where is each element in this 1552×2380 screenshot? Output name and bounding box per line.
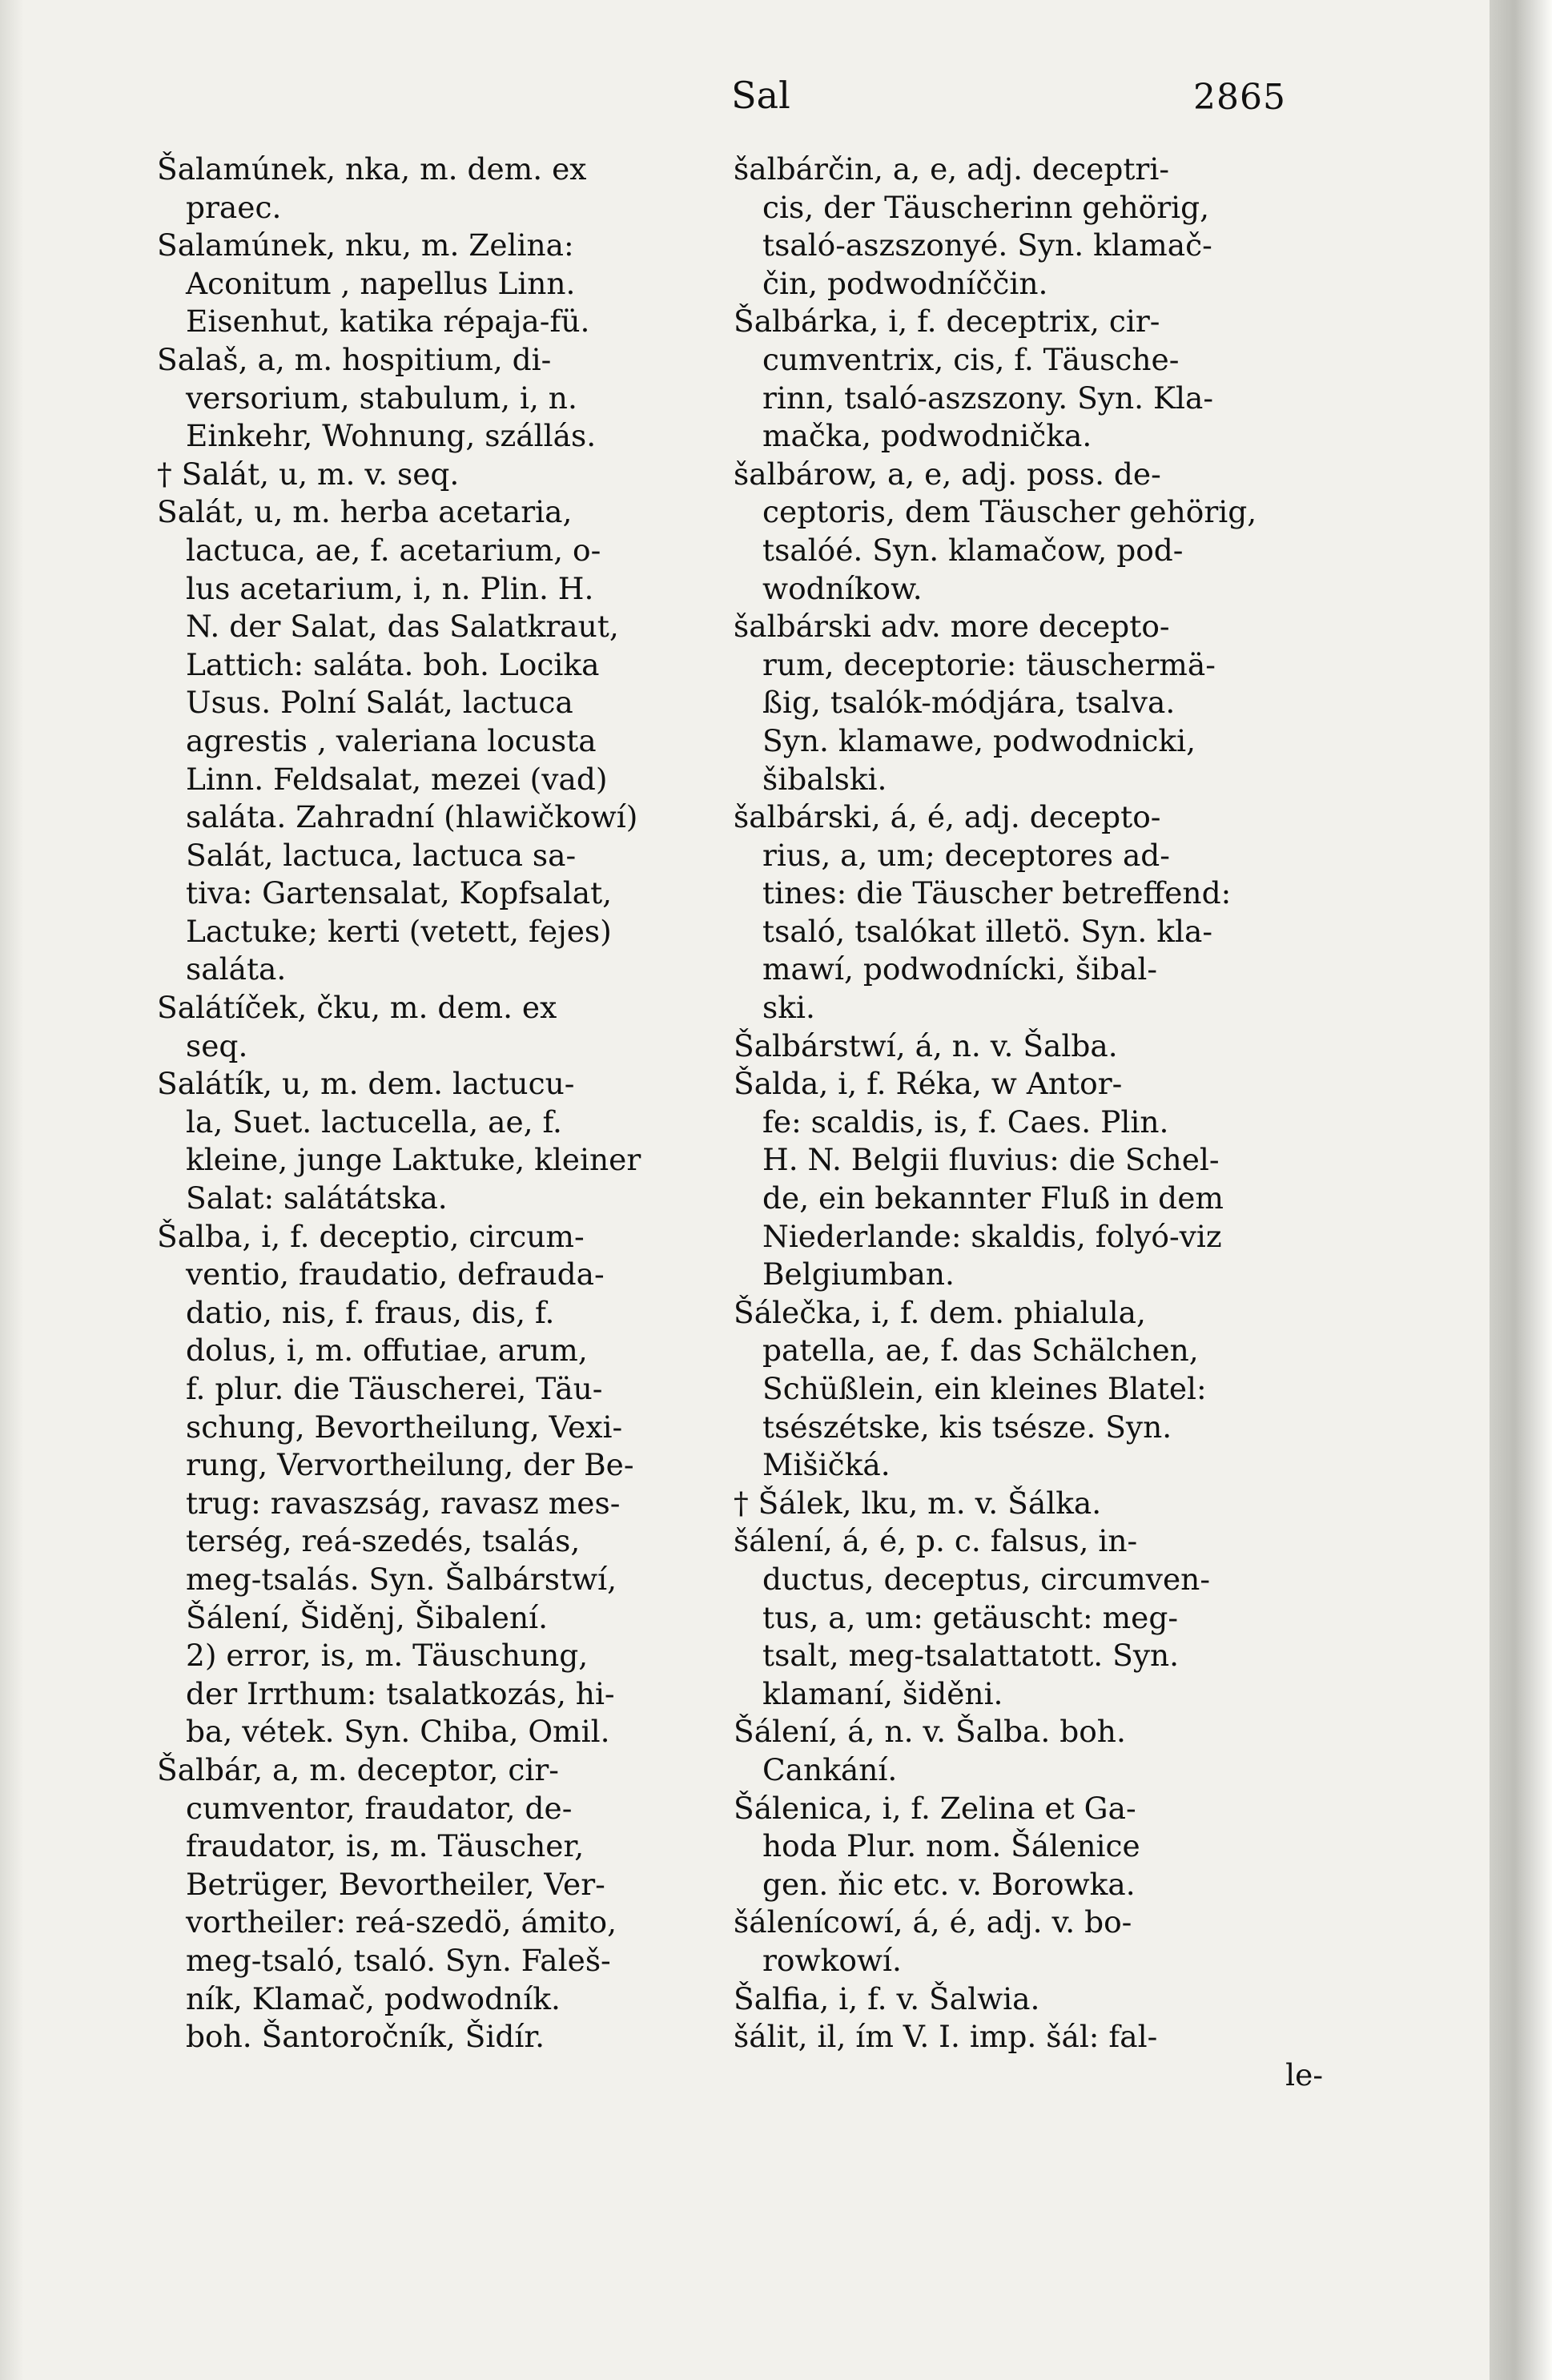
entry-line: mawí, podwodnícki, šibal- — [762, 951, 1158, 987]
entry-line: Einkehr, Wohnung, szállás. — [186, 418, 597, 454]
entry-line: Usus. Polní Salát, lactuca — [186, 685, 573, 721]
entry-line: der Irrthum: tsalatkozás, hi- — [186, 1675, 615, 1711]
entry-line: rung, Vervortheilung, der Be- — [186, 1447, 634, 1483]
entry-line: Šalba, i, f. deceptio, circum- — [157, 1218, 585, 1254]
entry-line: Salátík, u, m. dem. lactucu- — [157, 1066, 575, 1102]
guide-word: Sal — [731, 74, 790, 117]
entry-line: trug: ravaszság, ravasz mes- — [186, 1485, 621, 1521]
entry-line: Šálení, Šiděnj, Šibalení. — [186, 1599, 549, 1635]
entry-line: tsészétske, kis tsésze. Syn. — [762, 1409, 1172, 1445]
entry-line: Šalda, i, f. Réka, w Antor- — [734, 1066, 1123, 1102]
entry-line: tsaló-aszszonyé. Syn. klamač- — [762, 227, 1212, 263]
entry-line: ductus, deceptus, circumven- — [762, 1561, 1211, 1597]
entry-line: f. plur. die Täuscherei, Täu- — [186, 1371, 603, 1406]
entry-line: tiva: Gartensalat, Kopfsalat, — [186, 875, 613, 911]
entry-line: vortheiler: reá-szedö, ámito, — [186, 1904, 617, 1940]
page-number: 2865 — [1193, 77, 1286, 118]
entry-line: le- — [1285, 2056, 1323, 2093]
entry-line: Syn. klamawe, podwodnicki, — [762, 722, 1196, 758]
entry-line: versorium, stabulum, i, n. — [186, 380, 577, 416]
entry-line: schung, Bevortheilung, Vexi- — [186, 1409, 623, 1445]
entry-line: šalbárčin, a, e, adj. deceptri- — [734, 151, 1169, 187]
entry-line: lactuca, ae, f. acetarium, o- — [186, 532, 601, 568]
entry-line: Lactuke; kerti (vetett, fejes) — [186, 913, 612, 949]
entry-line: lus acetarium, i, n. Plin. H. — [186, 570, 594, 606]
entry-line: Šalbárstwí, á, n. v. Šalba. — [734, 1027, 1118, 1063]
entry-line: patella, ae, f. das Schälchen, — [762, 1333, 1199, 1369]
entry-line: šalbárski, á, é, adj. decepto- — [734, 799, 1161, 835]
entry-line: šálenícowí, á, é, adj. v. bo- — [734, 1904, 1132, 1940]
entry-line: Salaš, a, m. hospitium, di- — [157, 341, 552, 377]
entry-line: Salátíček, čku, m. dem. ex — [157, 990, 557, 1026]
entry-line: Šalbárka, i, f. deceptrix, cir- — [734, 304, 1160, 340]
entry-line: tsaló, tsalókat illetö. Syn. kla- — [762, 913, 1213, 949]
page-edge-strip — [1490, 0, 1552, 2380]
entry-line: Salat: salátátska. — [186, 1180, 448, 1216]
entry-line: Salát, lactuca, lactuca sa- — [186, 837, 577, 873]
entry-line: Lattich: saláta. boh. Locika — [186, 646, 600, 682]
entry-line: čin, podwodníččin. — [762, 265, 1048, 301]
entry-line: rius, a, um; deceptores ad- — [762, 837, 1170, 873]
entry-line: datio, nis, f. fraus, dis, f. — [186, 1294, 555, 1330]
entry-line: seq. — [186, 1027, 248, 1063]
entry-line: N. der Salat, das Salatkraut, — [186, 609, 619, 645]
entry-line: Linn. Feldsalat, mezei (vad) — [186, 761, 608, 797]
entry-line: fe: scaldis, is, f. Caes. Plin. — [762, 1104, 1169, 1140]
entry-line: kleine, junge Laktuke, kleiner — [186, 1142, 641, 1178]
entry-line: Niederlande: skaldis, folyó-viz — [762, 1218, 1222, 1254]
entry-line: wodníkow. — [762, 570, 923, 606]
entry-line: Salamúnek, nku, m. Zelina: — [157, 227, 574, 263]
entry-line: la, Suet. lactucella, ae, f. — [186, 1104, 562, 1140]
entry-line: cis, der Täuscherinn gehörig, — [762, 189, 1210, 225]
entry-line: saláta. — [186, 951, 287, 987]
entry-line: Betrüger, Bevortheiler, Ver- — [186, 1866, 605, 1902]
entry-line: ventio, fraudatio, defrauda- — [186, 1256, 605, 1293]
entry-line: gen. ňic etc. v. Borowka. — [762, 1866, 1136, 1902]
entry-line: terség, reá-szedés, tsalás, — [186, 1523, 581, 1559]
entry-line: klamaní, šiděni. — [762, 1675, 1003, 1711]
entry-line: boh. Šantoročník, Šidír. — [186, 2019, 545, 2055]
entry-line: meg-tsalás. Syn. Šalbárstwí, — [186, 1561, 617, 1597]
entry-line: hoda Plur. nom. Šálenice — [762, 1828, 1140, 1864]
page-edge-shadow — [0, 0, 24, 2380]
entry-line: meg-tsaló, tsaló. Syn. Faleš- — [186, 1942, 611, 1978]
entry-line: Šalfia, i, f. v. Šalwia. — [734, 1980, 1040, 2016]
entry-line: ník, Klamač, podwodník. — [186, 1980, 561, 2016]
entry-line: Cankání. — [762, 1751, 898, 1787]
entry-line: šibalski. — [762, 761, 887, 797]
entry-line: mačka, podwodnička. — [762, 418, 1092, 454]
entry-line: ceptoris, dem Täuscher gehörig, — [762, 494, 1257, 530]
entry-line: Aconitum , napellus Linn. — [186, 265, 576, 301]
entry-line: † Šálek, lku, m. v. Šálka. — [734, 1485, 1102, 1521]
left-column — [157, 151, 718, 2169]
right-column — [734, 151, 1323, 2169]
entry-line: Schüßlein, ein kleines Blatel: — [762, 1371, 1207, 1406]
entry-line: šálit, il, ím V. I. imp. šál: fal- — [734, 2019, 1158, 2055]
entry-line: Šalamúnek, nka, m. dem. ex — [157, 151, 587, 187]
entry-line: saláta. Zahradní (hlawičkowí) — [186, 799, 638, 835]
entry-line: ßig, tsalók-módjára, tsalva. — [762, 685, 1176, 721]
entry-line: šalbárow, a, e, adj. poss. de- — [734, 456, 1161, 492]
entry-line: H. N. Belgii fluvius: die Schel- — [762, 1142, 1220, 1178]
entry-line: cumventrix, cis, f. Täusche- — [762, 341, 1180, 377]
entry-line: de, ein bekannter Fluß in dem — [762, 1180, 1224, 1216]
entry-line: Šalbár, a, m. deceptor, cir- — [157, 1751, 559, 1787]
entry-line: ba, vétek. Syn. Chiba, Omil. — [186, 1714, 610, 1750]
entry-line: Šálenica, i, f. Zelina et Ga- — [734, 1790, 1136, 1826]
entry-line: šálení, á, é, p. c. falsus, in- — [734, 1523, 1138, 1559]
entry-line: tsalóé. Syn. klamačow, pod- — [762, 532, 1184, 568]
entry-line: praec. — [186, 189, 282, 225]
entry-line: agrestis , valeriana locusta — [186, 722, 597, 758]
entry-line: Šálečka, i, f. dem. phialula, — [734, 1294, 1146, 1330]
entry-line: tsalt, meg-tsalattatott. Syn. — [762, 1638, 1180, 1674]
entry-line: Salát, u, m. herba acetaria, — [157, 494, 573, 530]
entry-line: šalbárski adv. more decepto- — [734, 609, 1170, 645]
entry-line: Eisenhut, katika répaja-fü. — [186, 304, 590, 340]
entry-line: Šálení, á, n. v. Šalba. boh. — [734, 1714, 1126, 1750]
entry-line: dolus, i, m. offutiae, arum, — [186, 1333, 588, 1369]
entry-line: Mišičká. — [762, 1447, 891, 1483]
entry-line: tines: die Täuscher betreffend: — [762, 875, 1232, 911]
entry-line: rum, deceptorie: täuschermä- — [762, 646, 1216, 682]
entry-line: † Salát, u, m. v. seq. — [157, 456, 460, 492]
entry-line: Belgiumban. — [762, 1256, 955, 1293]
entry-line: cumventor, fraudator, de- — [186, 1790, 573, 1826]
entry-line: tus, a, um: getäuscht: meg- — [762, 1599, 1178, 1635]
entry-line: rowkowí. — [762, 1942, 902, 1978]
entry-line: rinn, tsaló-aszszony. Syn. Kla- — [762, 380, 1214, 416]
entry-line: 2) error, is, m. Täuschung, — [186, 1638, 589, 1674]
entry-line: fraudator, is, m. Täuscher, — [186, 1828, 585, 1864]
entry-line: ski. — [762, 990, 815, 1026]
